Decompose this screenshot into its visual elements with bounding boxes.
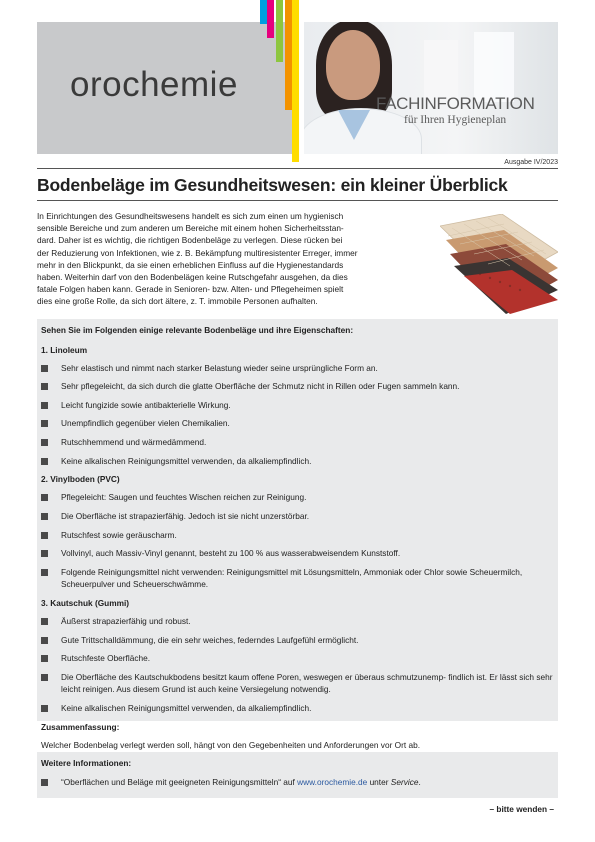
list-item: Leicht fungizide sowie antibakterielle Wirkung.: [41, 400, 556, 412]
section-heading-linoleum: 1. Linoleum: [41, 345, 88, 355]
bullet-square-icon: [41, 532, 48, 539]
bullet-square-icon: [41, 513, 48, 520]
list-intro: Sehen Sie im Folgenden einige relevante Bodenbeläge und ihre Eigenschaften:: [41, 325, 354, 335]
bullet-square-icon: [41, 618, 48, 625]
list-item: Keine alkalischen Reinigungsmittel verwenden, da alkaliempfindlich.: [41, 456, 556, 468]
bullet-square-icon: [41, 655, 48, 662]
color-stripe-orange: [285, 0, 292, 110]
intro-line: dies eine große Rolle, da sich dort ältere, z. T. immobile Personen aufhalten.: [37, 296, 318, 307]
further-info-heading: Weitere Informationen:: [41, 758, 132, 768]
further-info-text: .: [418, 777, 421, 787]
issue-label: Ausgabe IV/2023: [504, 159, 558, 166]
section-heading-vinyl: 2. Vinylboden (PVC): [41, 474, 120, 484]
list-item: Vollvinyl, auch Massiv-Vinyl genannt, besteht zu 100 % aus wasserabweisendem Kunststoff.: [41, 548, 556, 560]
intro-line: haben. Weiterhin darf von den Bodenbelägen keine Rutschgefahr ausgehen, da dies: [37, 272, 348, 283]
list-item: Keine alkalischen Reinigungsmittel verwenden, da alkaliempfindlich.: [41, 703, 556, 715]
list-item: Pflegeleicht: Saugen und feuchtes Wischen reichen zur Reinigung.: [41, 492, 556, 504]
photo-background-window: [474, 32, 514, 102]
summary-heading: Zusammenfassung:: [41, 722, 120, 732]
list-item: Die Oberfläche ist strapazierfähig. Jedoch ist sie nicht unzerstörbar.: [41, 511, 556, 523]
intro-line: fatale Folgen haben kann. Gerade in Senioren- bzw. Alten- und Pflegeheimen spielt: [37, 284, 344, 295]
bullet-square-icon: [41, 705, 48, 712]
list-item: Sehr elastisch und nimmt nach starker Belastung wieder seine ursprüngliche Form an.: [41, 363, 556, 375]
orochemie-logo: orochemie: [70, 65, 238, 104]
list-item: Sehr pflegeleicht, da sich durch die glatte Oberfläche der Schmutz nicht in Rillen oder Fugen sammeln kann.: [41, 381, 556, 393]
service-label: Service: [390, 777, 419, 787]
bullet-square-icon: [41, 569, 48, 576]
list-item: Rutschfest sowie geräuscharm.: [41, 530, 556, 542]
summary-text: Welcher Bodenbelag verlegt werden soll, hängt von den Gegebenheiten und Anforderungen vor Ort ab.: [41, 740, 420, 750]
color-stripe-blue: [260, 0, 267, 24]
list-item: Die Oberfläche des Kautschukbodens besitzt kaum offene Poren, weswegen er überaus schmutzunemp- findlich ist. Er lässt sich sehr leicht reinigen. Aus diesem Grund ist auch keine Versiegelung notwendig.: [41, 672, 556, 695]
divider: [37, 200, 558, 201]
list-item: Rutschfeste Oberfläche.: [41, 653, 556, 665]
bullet-square-icon: [41, 637, 48, 644]
bullet-square-icon: [41, 779, 48, 786]
color-stripe-magenta: [267, 0, 274, 38]
further-info-text: “Oberflächen und Beläge mit geeigneten Reinigungsmitteln“ auf: [61, 777, 298, 787]
divider: [37, 168, 558, 169]
further-info-item: [41, 777, 556, 789]
list-item: Äußerst strapazierfähig und robust.: [41, 616, 556, 628]
bullet-square-icon: [41, 420, 48, 427]
list-item: Gute Trittschalldämmung, die ein sehr weiches, federndes Laufgefühl ermöglicht.: [41, 635, 556, 647]
bullet-square-icon: [41, 674, 48, 681]
list-item: Rutschhemmend und wärmedämmend.: [41, 437, 556, 449]
photo-background-window: [424, 40, 458, 100]
bullet-square-icon: [41, 383, 48, 390]
intro-line: dard. Daher ist es wichtig, die richtigen Bodenbeläge zu verlegen. Diese rücken bei: [37, 235, 343, 246]
intro-line: mehr in den Blickpunkt, da sie einen erheblichen Einfluss auf die Hygienestandards: [37, 259, 344, 270]
section-heading-rubber: 3. Kautschuk (Gummi): [41, 598, 130, 608]
bullet-square-icon: [41, 439, 48, 446]
color-stripe-yellow: [292, 0, 299, 162]
please-turn-note: – bitte wenden –: [489, 804, 554, 814]
bullet-square-icon: [41, 494, 48, 501]
color-stripe-green: [276, 0, 283, 62]
orochemie-website-link[interactable]: www.orochemie.de: [297, 777, 368, 787]
photo-person-face: [326, 30, 380, 100]
list-item: Unempfindlich gegenüber vielen Chemikalien.: [41, 418, 556, 430]
bullet-square-icon: [41, 458, 48, 465]
bullet-square-icon: [41, 550, 48, 557]
floor-samples-image: [440, 214, 558, 314]
page-title: Bodenbeläge im Gesundheitswesen: ein kleiner Überblick: [37, 175, 508, 195]
bullet-square-icon: [41, 365, 48, 372]
list-item: Folgende Reinigungsmittel nicht verwenden: Reinigungsmittel mit Lösungsmitteln, Ammoniak oder Chlor sowie Scheuermilch, Scheuerpulver und Scheuerschwämme.: [41, 567, 556, 590]
intro-line: sensible Bereiche und zum anderen um Bereiche mit einem hohen Sicherheitsstan-: [37, 223, 344, 234]
intro-line: der Reduzierung von Infektionen, wie z. B. Bekämpfung multiresistenter Erreger, immer: [37, 247, 358, 258]
further-info-text: unter: [367, 777, 391, 787]
intro-line: In Einrichtungen des Gesundheitswesens handelt es sich zum einen um hygienisch: [37, 211, 344, 221]
intro-paragraph: [37, 210, 440, 308]
header-subtitle: für Ihren Hygieneplan: [404, 114, 507, 126]
header-title: FACHINFORMATION: [376, 94, 535, 113]
header-photo: [304, 22, 558, 154]
bullet-square-icon: [41, 402, 48, 409]
